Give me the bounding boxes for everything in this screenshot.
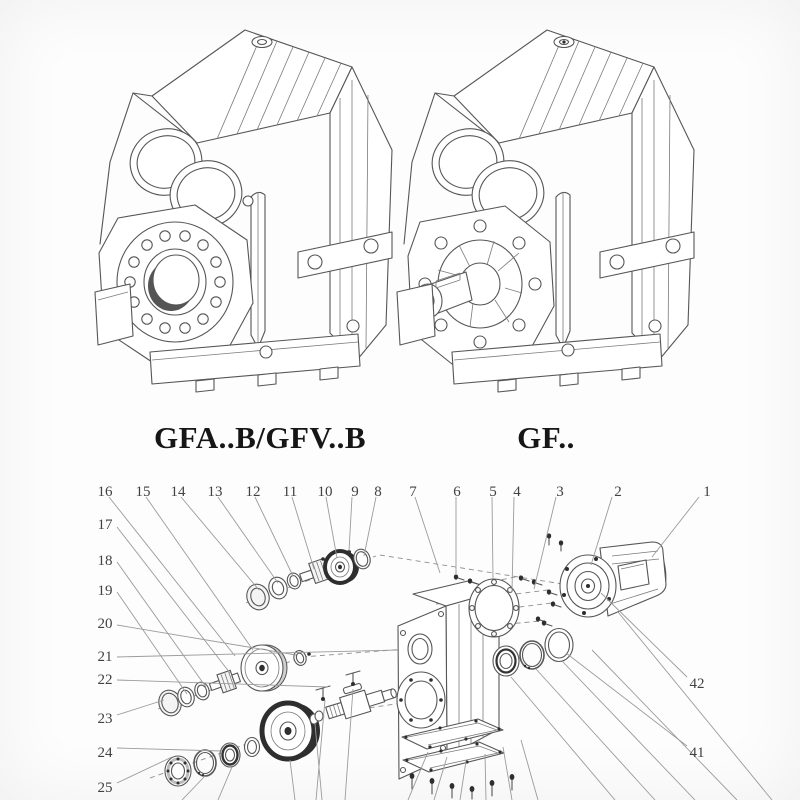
- housing-bolt: [439, 612, 444, 617]
- tiny-screw: [321, 557, 325, 561]
- vent-plug-dot: [562, 40, 565, 43]
- callout-leader-12: [255, 497, 293, 576]
- callout-number-41: 41: [689, 745, 705, 761]
- screw: [551, 601, 561, 607]
- callout-number-12: 12: [245, 484, 261, 500]
- screw: [547, 533, 551, 545]
- callout-leader-23: [117, 700, 164, 715]
- motor-shaft-dot: [586, 584, 590, 588]
- tiny-screw: [307, 652, 311, 656]
- callout-leader-42: [601, 593, 687, 677]
- part-circlip: [520, 641, 544, 669]
- bolt: [470, 786, 475, 799]
- leader-line: [536, 669, 655, 800]
- part-disc-gear-bore: [259, 665, 265, 671]
- callout-number-13: 13: [207, 484, 223, 500]
- callout-leader-1: [652, 497, 699, 557]
- rail-hole: [364, 239, 378, 253]
- part-output-gear-bore: [285, 727, 292, 735]
- callout-leader-10: [326, 497, 337, 558]
- part-output-bearing: [493, 646, 519, 676]
- bolt: [430, 778, 435, 794]
- callout-leader-8: [364, 497, 376, 556]
- gearbox-drawing-gf: [397, 30, 694, 392]
- callout-number-18: 18: [97, 553, 113, 569]
- callout-leader-9: [349, 497, 352, 551]
- callout-number-14: 14: [170, 484, 186, 500]
- side-panel: [632, 67, 694, 360]
- callout-leader-14: [181, 497, 259, 590]
- part-end-cap: [244, 581, 273, 613]
- screw: [542, 620, 552, 626]
- rail-hole: [666, 239, 680, 253]
- part-intermediate-pinion: [208, 668, 243, 696]
- foot-left: [95, 284, 133, 345]
- callout-number-42: 42: [689, 676, 705, 692]
- leader-line: [592, 650, 737, 800]
- callout-number-5: 5: [489, 484, 497, 500]
- part-ring: [292, 649, 308, 667]
- leader-line: [485, 754, 486, 800]
- roof-top-face: [152, 30, 352, 143]
- assembly-input-shaft: [244, 547, 373, 613]
- callout-number-2: 2: [614, 484, 622, 500]
- part-oil-seal: [545, 629, 573, 662]
- callout-number-8: 8: [374, 484, 382, 500]
- leader-line: [521, 740, 538, 800]
- part-output-shaft: [322, 674, 399, 724]
- part-motor: [560, 541, 669, 617]
- housing-bolt: [401, 631, 406, 636]
- bolt: [490, 780, 495, 796]
- screw: [559, 540, 563, 551]
- callout-leader-25: [117, 757, 172, 783]
- small-plug: [243, 196, 253, 206]
- part-shaft-seal: [220, 743, 240, 767]
- callout-number-22: 22: [97, 672, 113, 688]
- model-label-gfab: GFA..B/GFV..B: [153, 420, 367, 455]
- callout-leader-13: [218, 497, 278, 583]
- callout-number-15: 15: [135, 484, 151, 500]
- callout-leader-20: [117, 625, 296, 655]
- leader-line: [503, 747, 512, 800]
- gearbox-drawing-gfab: [95, 30, 392, 392]
- callout-leader-5: [492, 497, 493, 578]
- part-ball-bearing-inner: [172, 763, 185, 779]
- leader-line: [460, 761, 466, 800]
- exploded-diagram: [98, 484, 773, 800]
- bolt: [450, 783, 455, 798]
- callout-number-11: 11: [282, 484, 298, 500]
- callout-number-19: 19: [97, 583, 113, 599]
- callout-number-17: 17: [97, 517, 113, 533]
- callout-leader-15: [146, 497, 253, 650]
- callout-leader-3: [534, 497, 556, 589]
- callout-number-4: 4: [513, 484, 521, 500]
- rail-hole: [308, 255, 322, 269]
- part-adapter-flange: [469, 579, 519, 637]
- callout-number-16: 16: [97, 484, 113, 500]
- callout-leader-17: [117, 527, 230, 673]
- leader-line: [618, 612, 772, 800]
- callout-number-7: 7: [409, 484, 417, 500]
- side-panel: [330, 67, 392, 360]
- callout-number-23: 23: [97, 711, 113, 727]
- base-hole: [260, 346, 272, 358]
- base-hole: [347, 320, 359, 332]
- rail-hole: [610, 255, 624, 269]
- callout-leader-19: [117, 592, 187, 694]
- vent-plug: [252, 37, 272, 48]
- screw: [547, 589, 557, 595]
- screw: [454, 574, 464, 580]
- leader-line: [218, 767, 232, 800]
- terminal-box: [618, 560, 649, 590]
- callout-leader-41: [566, 653, 687, 746]
- part-oil-plug: [316, 686, 330, 701]
- base-hole: [649, 320, 661, 332]
- roof-top-face: [454, 30, 654, 143]
- housing-big-bore: [397, 672, 445, 728]
- part-input-gear-bore: [338, 565, 342, 570]
- bore-inner: [153, 255, 199, 305]
- callout-number-3: 3: [556, 484, 564, 500]
- part-ring: [193, 680, 212, 701]
- housing-bolt: [401, 768, 406, 773]
- callout-number-6: 6: [453, 484, 461, 500]
- part-circlip: [194, 750, 216, 776]
- callout-number-24: 24: [97, 745, 113, 761]
- callout-number-21: 21: [97, 649, 113, 665]
- callout-number-9: 9: [351, 484, 359, 500]
- base-hole: [562, 344, 574, 356]
- callout-leader-11: [292, 497, 314, 569]
- callout-number-1: 1: [703, 484, 711, 500]
- callout-leader-16: [109, 497, 235, 656]
- foot-left: [397, 284, 435, 345]
- callout-number-25: 25: [97, 780, 113, 796]
- leader-line: [290, 760, 295, 800]
- callout-number-10: 10: [317, 484, 333, 500]
- callout-number-20: 20: [97, 616, 113, 632]
- model-label-gf: GF..: [517, 420, 575, 455]
